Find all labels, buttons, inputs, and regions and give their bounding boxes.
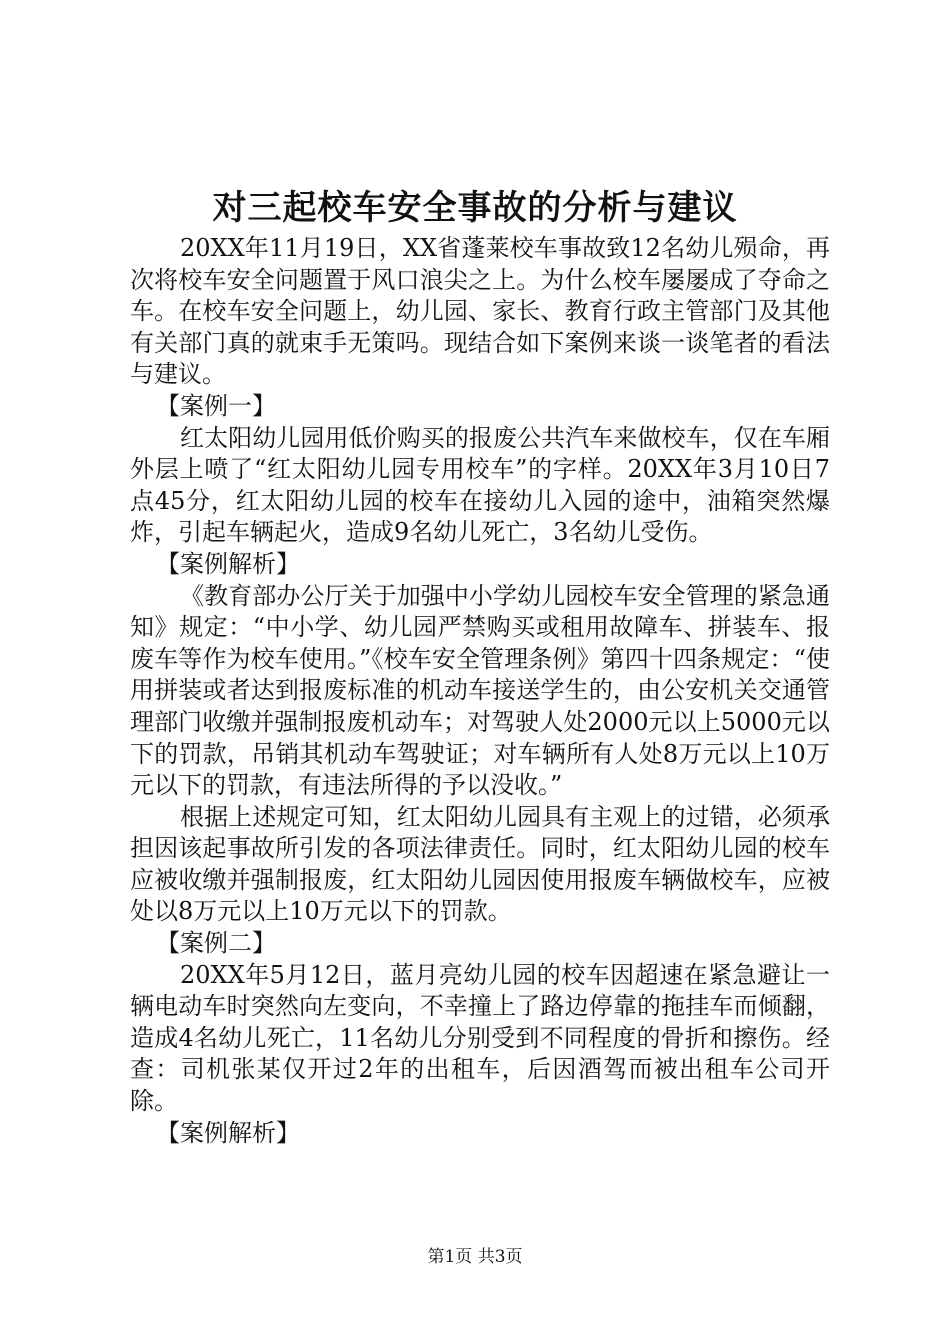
document-title: 对三起校车安全事故的分析与建议 — [212, 188, 738, 228]
case-two-analysis-heading: 【案例解析】 — [156, 1118, 300, 1147]
case-one-conclusion-paragraph: 根据上述规定可知，红太阳幼儿园具有主观上的过错，必须承担因该起事故所引发的各项法律责任。同时，红太阳幼儿园的校车应被收缴并强制报废，红太阳幼儿园因使用报废车辆做校车，应被处以8万元以上10万元以下的罚款。 — [130, 802, 830, 926]
case-one-heading: 【案例一】 — [156, 391, 276, 420]
intro-paragraph: 20XX年11月19日，XX省蓬莱校车事故致12名幼儿殒命，再次将校车安全问题置于风口浪尖之上。为什么校车屡屡成了夺命之车。在校车安全问题上，幼儿园、家长、教育行政主管部门及其他有关部门真的就束手无策吗。现结合如下案例来谈一谈笔者的看法与建议。 — [130, 234, 830, 389]
case-two-paragraph: 20XX年5月12日，蓝月亮幼儿园的校车因超速在紧急避让一辆电动车时突然向左变向，不幸撞上了路边停靠的拖挂车而倾翻，造成4名幼儿死亡，11名幼儿分别受到不同程度的骨折和擦伤。经查：司机张某仅开过2年的出租车，后因酒驾而被出租车公司开除。 — [130, 960, 830, 1116]
case-two-heading: 【案例二】 — [156, 929, 276, 958]
case-one-analysis-paragraph: 《教育部办公厅关于加强中小学幼儿园校车安全管理的紧急通知》规定：“中小学、幼儿园严禁购买或租用故障车、拼装车、报废车等作为校车使用。”《校车安全管理条例》第四十四条规定：“使用拼装或者达到报废标准的机动车接送学生的，由公安机关交通管理部门收缴并强制报废机动车；对驾驶人处2000元以上5000元以下的罚款，吊销其机动车驾驶证；对车辆所有人处8万元以上10万元以下的罚款，有违法所得的予以没收。” — [130, 581, 830, 800]
document-body — [130, 233, 830, 1149]
case-one-paragraph: 红太阳幼儿园用低价购买的报废公共汽车来做校车，仅在车厢外层上喷了“红太阳幼儿园专用校车”的字样。20XX年3月10日7点45分，红太阳幼儿园的校车在接幼儿入园的途中，油箱突然爆炸，引起车辆起火，造成9名幼儿死亡，3名幼儿受伤。 — [130, 423, 830, 547]
page-footer: 第1页 共3页 — [427, 1247, 523, 1267]
case-one-analysis-heading: 【案例解析】 — [156, 549, 300, 578]
